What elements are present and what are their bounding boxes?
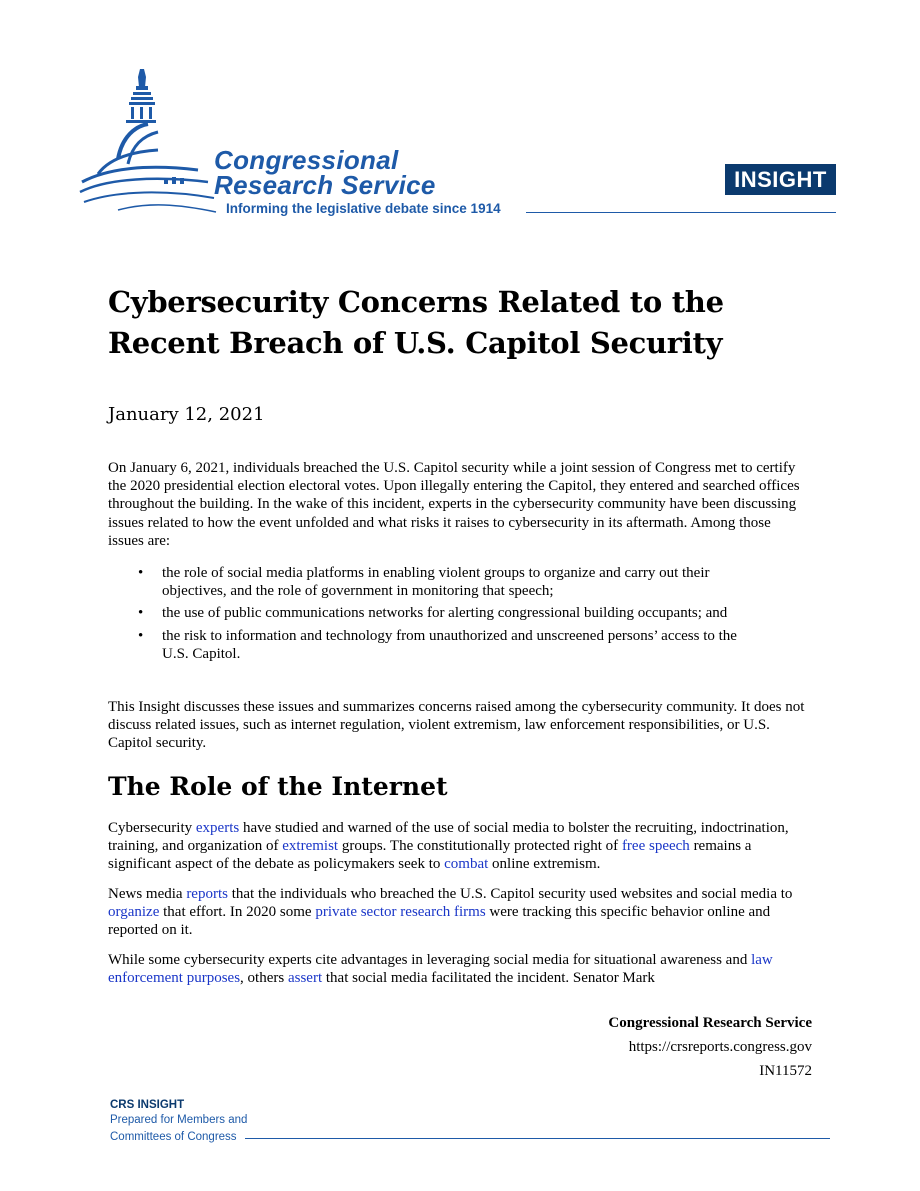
paragraph-text: have studied and warned of the use of social media to bolster the recruiting, indoctrination, training, and organization of [108, 820, 789, 855]
paragraph-situational-awareness [108, 951, 808, 987]
footer-org-name: Congressional Research Service [608, 1015, 812, 1031]
paragraph-news-media [108, 885, 808, 940]
prepared-for-line1: Prepared for Members and [110, 1114, 248, 1126]
summary-paragraph: This Insight discusses these issues and summarizes concerns raised among the cybersecurity community. It does not discuss related issues, such as internet regulation, violent extremism, law enforcement responsibilities, or U.S. Capitol security. [108, 699, 805, 752]
paragraph-text: were tracking this specific behavior online and reported on it. [108, 904, 771, 939]
paragraph-text: remains a significant aspect of the debate as policymakers seek to [108, 838, 752, 873]
paragraph-text: While some cybersecurity experts cite advantages in leveraging social media for situational awareness and [108, 952, 752, 968]
footer-url: https://crsreports.congress.gov [628, 1039, 812, 1055]
footer-rule [245, 1138, 830, 1139]
link-organize[interactable]: organize [108, 904, 160, 921]
brand-tagline: Informing the legislative debate since 1914 [226, 201, 501, 216]
list-item-text: the risk to information and technology from unauthorized and unscreened persons’ access to the U.S. Capitol. [162, 627, 737, 662]
link-assert[interactable]: assert [287, 970, 323, 987]
header-rule [526, 212, 836, 213]
brand-name-line1: Congressional [214, 145, 399, 175]
section-heading: The Role of the Internet [108, 772, 448, 801]
insight-badge: INSIGHT [725, 164, 836, 195]
bullet-icon: • [138, 627, 144, 644]
report-id: IN11572 [759, 1063, 812, 1079]
crs-insight-label: CRS INSIGHT [110, 1099, 185, 1111]
footer-info [608, 1012, 812, 1082]
paragraph-text: News media [108, 886, 187, 902]
paragraph-text: that the individuals who breached the U.S. Capitol security used websites and social media to [227, 886, 793, 902]
link-combat[interactable]: combat [444, 856, 489, 873]
document-title: Cybersecurity Concerns Related to the Recent Breach of U.S. Capitol Security [108, 285, 724, 360]
intro-paragraph: On January 6, 2021, individuals breached the U.S. Capitol security while a joint session of Congress met to certify the 2020 presidential election electoral votes. Upon illegally entering the Capitol, they entered and searched offices throughout the building. In the wake of this incident, experts in the cybersecurity community have been discussing issues related to how the event unfolded and what risks it raises to cybersecurity in its aftermath. Among those issues are: [108, 460, 800, 549]
link-free-speech[interactable]: free speech [621, 838, 690, 855]
issue-list [108, 564, 808, 667]
paragraph-text: online extremism. [488, 856, 601, 873]
brand-name-line2: Research Service [214, 170, 436, 200]
list-item [108, 627, 762, 663]
bullet-icon: • [138, 605, 144, 622]
capitol-dome-logo-icon [78, 64, 218, 214]
list-item-text: the role of social media platforms in enabling violent groups to organize and carry out their objectives, and the role of government in monitoring that speech; [162, 565, 710, 600]
list-item [108, 564, 762, 600]
document-date: January 12, 2021 [108, 404, 265, 425]
link-extremist[interactable]: extremist [282, 838, 339, 855]
link-law-enforcement-purposes[interactable]: law enforcement purposes [108, 952, 773, 987]
paragraph-text: Cybersecurity [108, 820, 196, 836]
paragraph-experts [108, 819, 808, 874]
paragraph-text: that social media facilitated the incident. Senator Mark [322, 970, 655, 987]
link-experts[interactable]: experts [195, 820, 240, 836]
paragraph-text: , others [240, 970, 288, 987]
paragraph-text: groups. The constitutionally protected right of [338, 838, 622, 855]
list-item-text: the use of public communications networks for alerting congressional building occupants; and [162, 605, 728, 622]
prepared-for-line2: Committees of Congress [110, 1131, 237, 1143]
link-reports[interactable]: reports [186, 886, 228, 902]
list-item [108, 604, 762, 622]
paragraph-text: that effort. In 2020 some [159, 904, 316, 921]
bullet-icon: • [138, 565, 144, 581]
link-private-sector-research-firms[interactable]: private sector research firms [315, 904, 486, 921]
